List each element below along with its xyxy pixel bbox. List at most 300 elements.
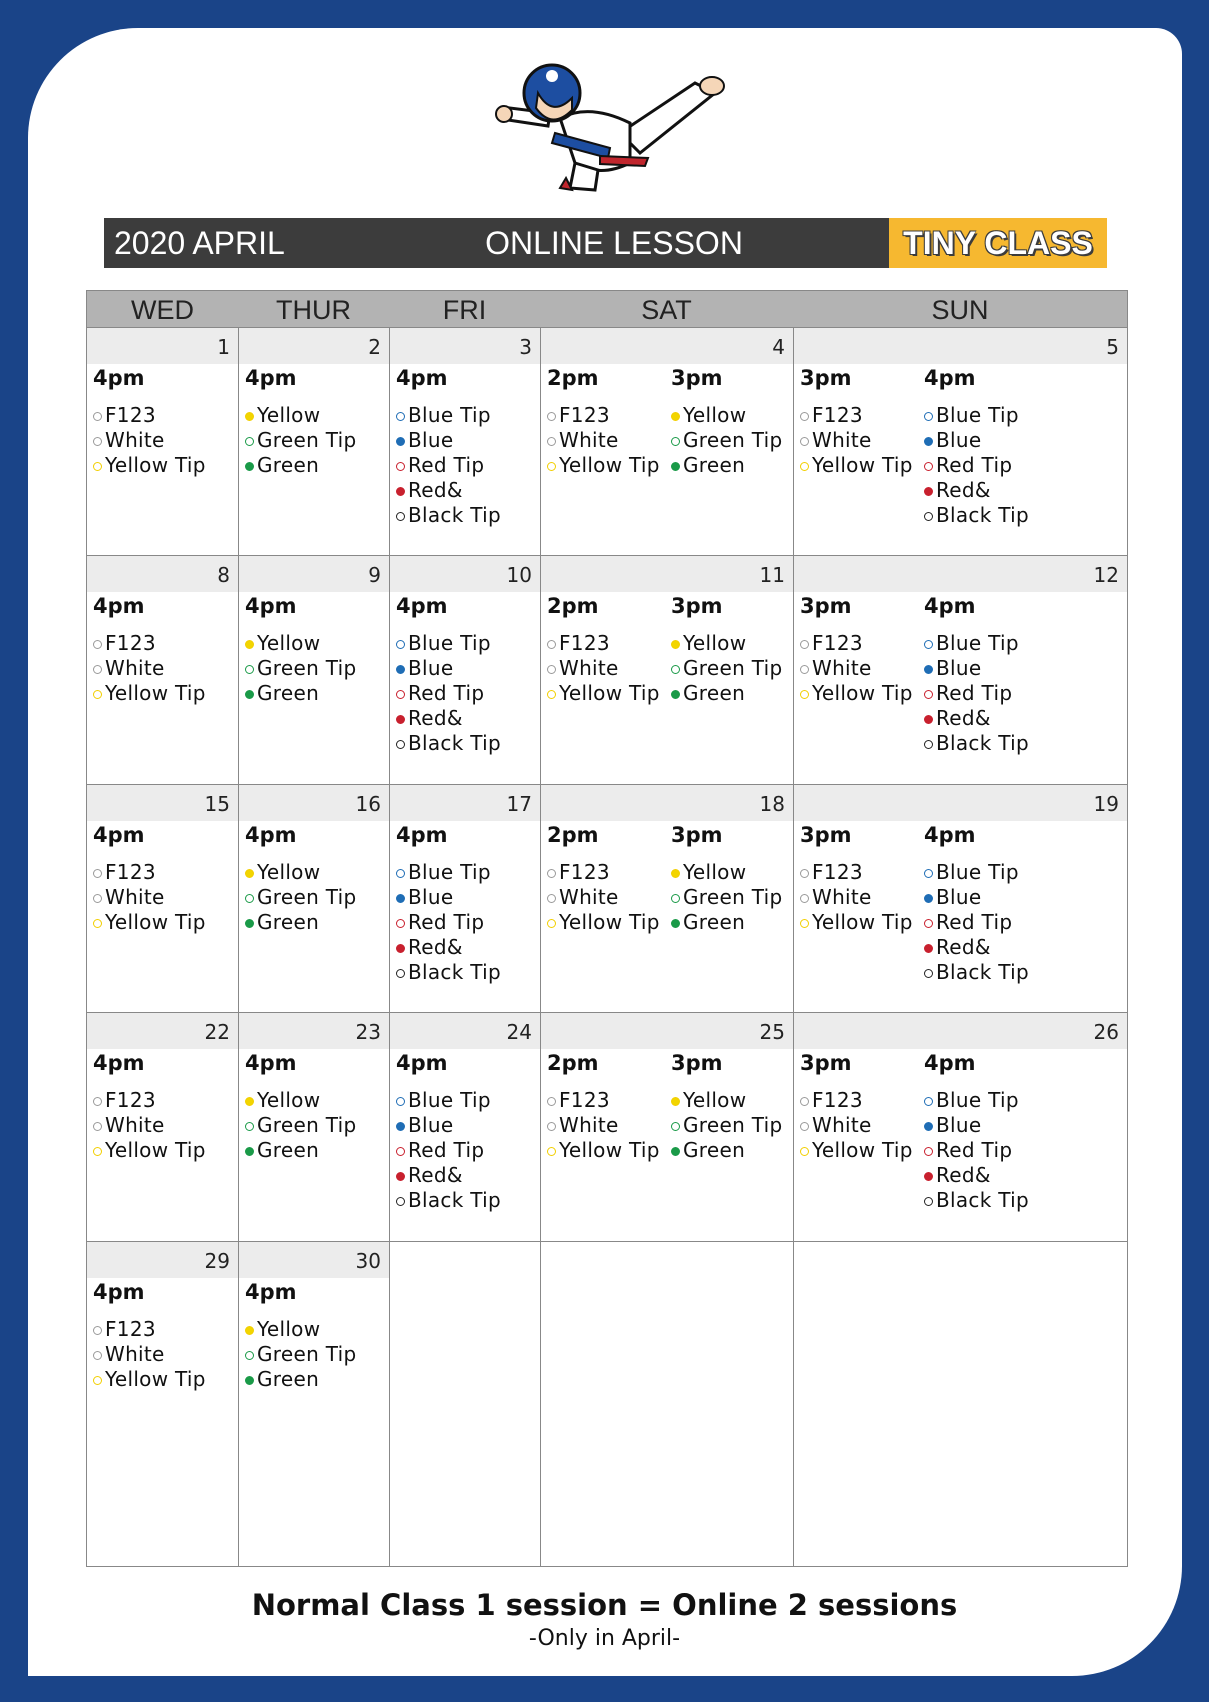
slot-time: 2pm: [547, 594, 599, 618]
belt-level-item: [800, 1088, 913, 1113]
date-bar: [87, 556, 238, 592]
time-slot: [239, 821, 356, 935]
slot-time: 4pm: [924, 366, 976, 390]
belt-dot-icon: [671, 690, 680, 699]
belt-level-label: Yellow Tip: [105, 453, 206, 477]
slot-time: 4pm: [396, 823, 448, 847]
belt-dot-icon: [924, 1147, 933, 1156]
date-bar: [390, 785, 540, 821]
belt-level-label: Yellow: [683, 403, 747, 427]
belt-dot-icon: [800, 1097, 809, 1106]
belt-level-item: [93, 681, 206, 706]
belt-level-label: Green: [683, 1138, 746, 1162]
day-cell: [238, 555, 389, 784]
time-slot: [794, 1049, 913, 1163]
belt-dot-icon: [396, 1172, 405, 1181]
weekday-header-wed: WED: [87, 291, 238, 327]
belt-dot-icon: [671, 462, 680, 471]
date-bar: [390, 328, 540, 364]
belt-level-item: [245, 403, 356, 428]
belt-level-label: Yellow: [257, 631, 321, 655]
belt-level-item: [245, 885, 356, 910]
day-cell: [793, 327, 1127, 555]
belt-level-item: [396, 656, 501, 681]
belt-level-label: Blue Tip: [936, 1088, 1019, 1112]
day-cell: [389, 327, 540, 555]
belt-level-item: [671, 403, 782, 428]
belt-dot-icon: [547, 919, 556, 928]
belt-level-item: [924, 478, 1029, 503]
belt-level-item: [93, 910, 206, 935]
belt-level-label: White: [812, 1113, 872, 1137]
belt-level-label: F123: [105, 860, 156, 884]
belt-level-label: Black Tip: [936, 503, 1030, 527]
belt-level-item: [671, 656, 782, 681]
belt-level-label: Blue Tip: [936, 860, 1019, 884]
belt-level-item: [396, 681, 501, 706]
belt-level-item: [924, 935, 1029, 960]
belt-dot-icon: [245, 919, 254, 928]
date-number: 11: [759, 563, 785, 587]
day-cell: [793, 784, 1127, 1012]
belt-level-item: [547, 885, 660, 910]
belt-dot-icon: [800, 665, 809, 674]
belt-level-item: [93, 1088, 206, 1113]
belt-level-label: Red&: [408, 706, 463, 730]
belt-level-label: F123: [812, 403, 863, 427]
weekday-header-sun: SUN: [793, 291, 1127, 327]
belt-level-label: Yellow: [257, 1317, 321, 1341]
slot-time: 3pm: [671, 366, 723, 390]
belt-dot-icon: [396, 512, 405, 521]
belt-level-label: Blue Tip: [408, 403, 491, 427]
footer-subnote: -Only in April-: [528, 1626, 681, 1651]
time-slot: [794, 821, 913, 935]
belt-level-item: [924, 681, 1029, 706]
belt-level-item: [396, 478, 501, 503]
belt-level-item: [245, 1367, 356, 1392]
belt-dot-icon: [924, 944, 933, 953]
belt-level-label: F123: [559, 403, 610, 427]
belt-level-label: Red Tip: [936, 453, 1013, 477]
date-number: 12: [1093, 563, 1119, 587]
belt-dot-icon: [245, 894, 254, 903]
belt-level-label: Green Tip: [257, 1342, 357, 1366]
time-slot: [794, 592, 913, 706]
belt-level-item: [800, 910, 913, 935]
belt-level-item: [800, 656, 913, 681]
belt-dot-icon: [245, 1351, 254, 1360]
belt-level-label: Red Tip: [408, 910, 485, 934]
slot-time: 4pm: [245, 366, 297, 390]
slot-time: 4pm: [245, 1051, 297, 1075]
belt-level-label: F123: [105, 631, 156, 655]
date-bar: [541, 556, 793, 592]
belt-dot-icon: [547, 894, 556, 903]
day-cell: [87, 555, 238, 784]
slot-time: 4pm: [93, 366, 145, 390]
belt-level-label: Yellow Tip: [105, 1367, 206, 1391]
belt-level-label: Green: [257, 910, 320, 934]
belt-level-item: [547, 656, 660, 681]
time-slot: [541, 821, 660, 935]
day-cell: [87, 1012, 238, 1241]
slot-time: 4pm: [924, 594, 976, 618]
belt-level-label: Black Tip: [408, 1188, 502, 1212]
belt-level-item: [924, 885, 1029, 910]
day-cell: [238, 1241, 389, 1566]
belt-dot-icon: [93, 869, 102, 878]
belt-level-item: [671, 681, 782, 706]
belt-dot-icon: [396, 412, 405, 421]
belt-level-label: White: [812, 428, 872, 452]
belt-level-label: Green Tip: [257, 656, 357, 680]
belt-level-item: [245, 910, 356, 935]
belt-level-label: Green: [257, 453, 320, 477]
belt-dot-icon: [671, 1097, 680, 1106]
belt-level-label: F123: [559, 860, 610, 884]
belt-level-item: [547, 428, 660, 453]
date-number: 4: [772, 335, 785, 359]
belt-level-label: Blue Tip: [936, 403, 1019, 427]
time-slot: [87, 592, 206, 706]
belt-level-item: [547, 1088, 660, 1113]
belt-level-item: [93, 453, 206, 478]
belt-level-item: [800, 1113, 913, 1138]
belt-level-label: Yellow: [683, 1088, 747, 1112]
belt-level-item: [671, 885, 782, 910]
belt-dot-icon: [671, 1122, 680, 1131]
belt-level-label: Yellow Tip: [105, 910, 206, 934]
weekday-header-sat: SAT: [540, 291, 793, 327]
belt-dot-icon: [396, 1147, 405, 1156]
belt-dot-icon: [245, 1326, 254, 1335]
belt-level-item: [547, 1138, 660, 1163]
belt-level-label: Yellow: [257, 860, 321, 884]
belt-level-label: Green: [683, 681, 746, 705]
belt-level-label: Red&: [936, 1163, 991, 1187]
date-number: 17: [506, 792, 532, 816]
time-slot: [665, 592, 782, 706]
belt-dot-icon: [800, 640, 809, 649]
date-bar: [239, 1242, 389, 1278]
belt-dot-icon: [924, 665, 933, 674]
date-bar: [794, 1013, 1127, 1049]
belt-level-label: Black Tip: [408, 960, 502, 984]
belt-dot-icon: [800, 1147, 809, 1156]
belt-dot-icon: [924, 462, 933, 471]
belt-level-label: Blue: [936, 656, 982, 680]
date-number: 22: [204, 1020, 230, 1044]
belt-level-label: Blue: [936, 428, 982, 452]
slot-time: 3pm: [671, 1051, 723, 1075]
belt-level-item: [396, 910, 501, 935]
belt-dot-icon: [924, 437, 933, 446]
belt-level-item: [671, 1113, 782, 1138]
belt-level-item: [93, 656, 206, 681]
belt-level-label: White: [105, 1113, 165, 1137]
time-slot: [87, 364, 206, 478]
belt-level-label: White: [105, 1342, 165, 1366]
belt-level-item: [800, 428, 913, 453]
belt-level-label: Red&: [936, 935, 991, 959]
belt-level-item: [924, 403, 1029, 428]
belt-level-item: [396, 503, 501, 528]
belt-level-item: [924, 706, 1029, 731]
belt-level-item: [800, 631, 913, 656]
belt-dot-icon: [924, 1122, 933, 1131]
belt-dot-icon: [924, 740, 933, 749]
slot-time: 4pm: [396, 594, 448, 618]
belt-level-item: [93, 428, 206, 453]
time-slot: [239, 1049, 356, 1163]
belt-level-label: White: [812, 656, 872, 680]
slot-time: 4pm: [245, 1280, 297, 1304]
date-number: 15: [204, 792, 230, 816]
belt-dot-icon: [245, 1147, 254, 1156]
belt-level-label: White: [559, 428, 619, 452]
date-number: 29: [204, 1249, 230, 1273]
belt-dot-icon: [93, 919, 102, 928]
belt-dot-icon: [547, 640, 556, 649]
class-badge: TINY CLASS: [889, 218, 1107, 268]
belt-level-label: Blue: [936, 885, 982, 909]
belt-level-label: Black Tip: [408, 731, 502, 755]
belt-level-item: [547, 860, 660, 885]
belt-dot-icon: [924, 487, 933, 496]
time-slot: [794, 364, 913, 478]
belt-level-label: Yellow: [257, 1088, 321, 1112]
belt-dot-icon: [924, 894, 933, 903]
belt-dot-icon: [93, 1122, 102, 1131]
belt-level-label: Blue: [408, 428, 454, 452]
slot-time: 4pm: [924, 1051, 976, 1075]
belt-level-item: [245, 656, 356, 681]
belt-level-label: Red Tip: [408, 1138, 485, 1162]
date-number: 16: [355, 792, 381, 816]
date-number: 30: [355, 1249, 381, 1273]
date-number: 23: [355, 1020, 381, 1044]
belt-dot-icon: [547, 1147, 556, 1156]
belt-level-item: [924, 656, 1029, 681]
day-cell: [389, 1012, 540, 1241]
belt-level-item: [245, 1113, 356, 1138]
belt-dot-icon: [396, 640, 405, 649]
belt-level-item: [924, 860, 1029, 885]
belt-level-item: [800, 1138, 913, 1163]
belt-level-label: F123: [559, 631, 610, 655]
belt-level-item: [924, 1088, 1029, 1113]
belt-dot-icon: [93, 1351, 102, 1360]
belt-level-label: White: [559, 656, 619, 680]
belt-level-label: Yellow: [683, 860, 747, 884]
day-cell: [540, 1012, 793, 1241]
title-bar: [104, 218, 1107, 268]
belt-level-item: [671, 428, 782, 453]
belt-level-item: [924, 503, 1029, 528]
belt-dot-icon: [671, 869, 680, 878]
belt-level-label: Yellow: [683, 631, 747, 655]
belt-level-item: [924, 960, 1029, 985]
belt-level-item: [245, 1138, 356, 1163]
time-slot: [390, 1049, 501, 1213]
taekwondo-mascot-illustration: [480, 38, 740, 198]
slot-time: 4pm: [93, 823, 145, 847]
belt-level-item: [547, 910, 660, 935]
belt-level-label: Green: [257, 1367, 320, 1391]
belt-level-item: [93, 860, 206, 885]
lesson-title: ONLINE LESSON: [485, 225, 743, 261]
belt-level-label: Blue Tip: [408, 631, 491, 655]
belt-level-item: [396, 960, 501, 985]
day-cell: [793, 1012, 1127, 1241]
day-cell: [389, 784, 540, 1012]
belt-level-item: [245, 1088, 356, 1113]
belt-level-label: Green Tip: [683, 656, 783, 680]
date-bar: [541, 328, 793, 364]
belt-level-item: [245, 1342, 356, 1367]
belt-level-label: Yellow Tip: [559, 681, 660, 705]
belt-level-item: [396, 860, 501, 885]
belt-level-item: [396, 935, 501, 960]
belt-level-label: Yellow Tip: [812, 681, 913, 705]
belt-dot-icon: [800, 437, 809, 446]
date-number: 24: [506, 1020, 532, 1044]
belt-level-label: F123: [812, 631, 863, 655]
belt-level-label: Black Tip: [408, 503, 502, 527]
belt-dot-icon: [800, 1122, 809, 1131]
date-number: 10: [506, 563, 532, 587]
slot-time: 4pm: [93, 1051, 145, 1075]
belt-level-item: [93, 1342, 206, 1367]
belt-dot-icon: [93, 894, 102, 903]
date-number: 18: [759, 792, 785, 816]
slot-time: 2pm: [547, 1051, 599, 1075]
belt-dot-icon: [800, 462, 809, 471]
belt-dot-icon: [671, 640, 680, 649]
time-slot: [918, 821, 1029, 985]
belt-level-label: Yellow Tip: [812, 453, 913, 477]
belt-dot-icon: [396, 665, 405, 674]
belt-dot-icon: [671, 412, 680, 421]
belt-dot-icon: [547, 412, 556, 421]
belt-level-item: [671, 1138, 782, 1163]
date-number: 26: [1093, 1020, 1119, 1044]
time-slot: [918, 1049, 1029, 1213]
belt-level-label: Green: [683, 910, 746, 934]
time-slot: [918, 364, 1029, 528]
belt-level-label: Red&: [936, 706, 991, 730]
belt-level-item: [396, 731, 501, 756]
slot-time: 4pm: [245, 823, 297, 847]
belt-dot-icon: [245, 640, 254, 649]
belt-level-label: Green Tip: [683, 428, 783, 452]
belt-dot-icon: [396, 944, 405, 953]
belt-dot-icon: [396, 740, 405, 749]
belt-dot-icon: [924, 1097, 933, 1106]
belt-dot-icon: [924, 919, 933, 928]
belt-level-item: [924, 428, 1029, 453]
day-cell: [87, 1241, 238, 1566]
slot-time: 3pm: [800, 823, 852, 847]
belt-dot-icon: [396, 1197, 405, 1206]
day-cell: [540, 555, 793, 784]
date-number: 19: [1093, 792, 1119, 816]
day-cell: [540, 1241, 793, 1566]
date-number: 8: [217, 563, 230, 587]
date-bar: [794, 328, 1127, 364]
belt-level-label: Red Tip: [408, 681, 485, 705]
slot-time: 4pm: [924, 823, 976, 847]
time-slot: [239, 364, 356, 478]
date-number: 3: [519, 335, 532, 359]
time-slot: [87, 1278, 206, 1392]
date-bar: [794, 556, 1127, 592]
belt-level-label: Red Tip: [408, 453, 485, 477]
belt-dot-icon: [245, 412, 254, 421]
belt-level-item: [245, 428, 356, 453]
belt-dot-icon: [671, 894, 680, 903]
belt-level-label: Green: [683, 453, 746, 477]
belt-level-item: [924, 453, 1029, 478]
belt-level-item: [924, 910, 1029, 935]
belt-dot-icon: [93, 462, 102, 471]
slot-time: 4pm: [93, 594, 145, 618]
belt-level-item: [245, 681, 356, 706]
belt-level-item: [396, 631, 501, 656]
belt-level-label: Red Tip: [936, 910, 1013, 934]
belt-level-label: F123: [105, 1088, 156, 1112]
belt-level-item: [547, 453, 660, 478]
belt-level-item: [396, 428, 501, 453]
slot-time: 3pm: [800, 1051, 852, 1075]
belt-level-label: White: [559, 885, 619, 909]
date-number: 9: [368, 563, 381, 587]
belt-level-label: F123: [105, 1317, 156, 1341]
belt-level-item: [396, 1088, 501, 1113]
belt-dot-icon: [924, 715, 933, 724]
belt-dot-icon: [396, 869, 405, 878]
time-slot: [239, 1278, 356, 1392]
belt-level-label: Yellow Tip: [105, 1138, 206, 1162]
belt-dot-icon: [396, 690, 405, 699]
belt-level-label: Yellow Tip: [559, 453, 660, 477]
belt-dot-icon: [924, 640, 933, 649]
belt-level-item: [547, 1113, 660, 1138]
date-bar: [390, 1013, 540, 1049]
time-slot: [87, 1049, 206, 1163]
belt-level-item: [671, 910, 782, 935]
month-title: 2020 APRIL: [114, 225, 285, 261]
footer-note: Normal Class 1 session = Online 2 sessions: [251, 1588, 958, 1622]
time-slot: [665, 364, 782, 478]
belt-level-label: Green: [257, 681, 320, 705]
belt-level-label: Yellow Tip: [812, 1138, 913, 1162]
belt-level-item: [924, 1138, 1029, 1163]
belt-level-item: [396, 1113, 501, 1138]
belt-level-item: [547, 631, 660, 656]
slot-time: 3pm: [800, 366, 852, 390]
belt-level-item: [245, 631, 356, 656]
belt-level-label: Green Tip: [683, 885, 783, 909]
belt-dot-icon: [671, 437, 680, 446]
belt-level-label: Blue: [408, 656, 454, 680]
day-cell: [238, 784, 389, 1012]
time-slot: [541, 592, 660, 706]
time-slot: [390, 821, 501, 985]
date-bar: [541, 785, 793, 821]
day-cell: [87, 784, 238, 1012]
